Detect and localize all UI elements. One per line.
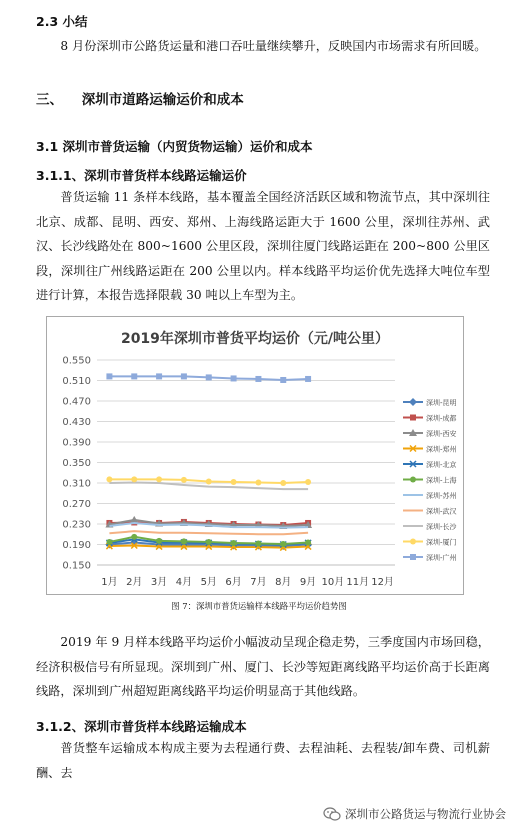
x-tick-label: 6月 — [225, 577, 242, 588]
data-point — [131, 373, 137, 379]
data-point — [106, 373, 112, 379]
y-tick-label: 0.190 — [62, 540, 91, 551]
data-point — [181, 373, 187, 379]
data-point — [231, 375, 237, 381]
data-point — [206, 539, 212, 545]
series-line — [109, 531, 308, 534]
data-point — [156, 373, 162, 379]
y-tick-label: 0.350 — [62, 458, 91, 469]
data-point — [156, 538, 162, 544]
x-tick-label: 1月 — [101, 577, 118, 588]
data-point — [156, 476, 162, 482]
x-tick-label: 12月 — [371, 577, 394, 588]
legend-label: 深圳-武汉 — [426, 507, 457, 516]
legend-marker — [410, 539, 416, 545]
data-point — [181, 538, 187, 544]
y-tick-label: 0.510 — [62, 376, 91, 387]
data-point — [206, 478, 212, 484]
legend-label: 深圳-苏州 — [426, 492, 457, 500]
legend-label: 深圳-广州 — [426, 554, 457, 562]
x-tick-label: 4月 — [175, 577, 193, 588]
legend-label: 深圳-西安 — [426, 430, 457, 438]
wechat-icon — [323, 807, 341, 821]
x-tick-label: 2月 — [126, 577, 143, 588]
legend-label: 深圳-厦门 — [426, 538, 457, 547]
data-point — [131, 534, 137, 540]
legend-marker — [410, 554, 416, 560]
section-3-1-heading: 3.1 深圳市普货运输（内贸货物运输）运价和成本 — [36, 139, 313, 154]
section-3-1-2-paragraph: 普货整车运输成本构成主要为去程通行费、去程油耗、去程装/卸车费、司机薪酬、去 — [36, 741, 490, 780]
data-point — [305, 376, 311, 382]
y-tick-label: 0.270 — [62, 499, 91, 510]
legend-label: 深圳-长沙 — [426, 523, 457, 531]
x-tick-label: 8月 — [275, 577, 292, 588]
x-tick-label: 3月 — [150, 577, 168, 588]
data-point — [206, 374, 212, 380]
section-3-1-1-paragraph: 普货运输 11 条样本线路，基本覆盖全国经济活跃区域和物流节点，其中深圳往北京、成都、昆明、西安、郑州、上海线路运距大于 1600 公里，深圳往苏州、武汉、长沙线路处在 800~1600 公里区段，深圳往厦门线路运距在 200~800 公里区段，深圳往广州线路运距在 200 公里以内。样本线路平均运价优先选择大吨位车型进行计算，本报告选择限载 30 吨以上车型为主。 — [36, 190, 490, 302]
y-tick-label: 0.150 — [62, 560, 91, 572]
data-point — [231, 540, 237, 546]
legend-label: 深圳-成都 — [426, 414, 457, 423]
data-point — [106, 476, 112, 482]
data-point — [255, 376, 261, 382]
watermark — [323, 806, 506, 822]
x-tick-label: 7月 — [250, 577, 267, 588]
y-tick-label: 0.310 — [62, 478, 91, 490]
x-tick-label: 5月 — [200, 577, 217, 588]
legend-label: 深圳-昆明 — [426, 399, 457, 407]
x-tick-label: 10月 — [321, 577, 345, 588]
legend-marker — [410, 477, 416, 483]
data-point — [280, 480, 286, 486]
x-tick-label: 11月 — [346, 577, 370, 588]
y-tick-label: 0.230 — [62, 519, 91, 531]
chart-svg — [47, 317, 463, 594]
y-tick-label: 0.550 — [62, 355, 91, 367]
section-2-3-heading: 2.3 小结 — [36, 14, 88, 29]
legend-label: 深圳-北京 — [426, 461, 457, 469]
y-tick-label: 0.390 — [62, 437, 91, 449]
data-point — [305, 539, 311, 545]
y-tick-label: 0.430 — [62, 417, 91, 428]
legend-label: 深圳-上海 — [426, 476, 457, 485]
price-trend-chart — [46, 316, 464, 595]
watermark-text: 深圳市公路货运与物流行业协会 — [345, 807, 506, 821]
data-point — [280, 377, 286, 383]
legend-label: 深圳-郑州 — [426, 445, 457, 454]
section-2-3-paragraph: 8 月份深圳市公路货运量和港口吞吐量继续攀升，反映国内市场需求有所回暖。 — [60, 39, 487, 53]
data-point — [106, 539, 112, 545]
data-point — [305, 479, 311, 485]
section-3-1-1-heading: 3.1.1、深圳市普货样本线路运输运价 — [36, 168, 247, 183]
chart-title: 2019年深圳市普货平均运价（元/吨公里） — [120, 331, 390, 347]
data-point — [255, 540, 261, 546]
data-point — [255, 479, 261, 485]
legend-marker — [409, 398, 417, 406]
section-3-1-2-heading: 3.1.2、深圳市普货样本线路运输成本 — [36, 719, 247, 734]
data-point — [181, 477, 187, 483]
figure-caption: 图 7：深圳市普货运输样本线路平均运价趋势图 — [171, 601, 347, 611]
data-point — [131, 476, 137, 482]
data-point — [280, 541, 286, 547]
section-3-heading: 三、 深圳市道路运输运价和成本 — [36, 92, 244, 108]
legend-marker — [410, 415, 416, 421]
data-point — [231, 479, 237, 485]
y-tick-label: 0.470 — [62, 396, 91, 408]
analysis-paragraph: 2019 年 9 月样本线路平均运价小幅波动呈现企稳走势，三季度国内市场回稳，经济积极信号有所显现。深圳到广州、厦门、长沙等短距离线路平均运价高于长距离线路，深圳到广州超短距离线路平均运价明显高于其他线路。 — [36, 635, 490, 698]
x-tick-label: 9月 — [299, 577, 317, 588]
